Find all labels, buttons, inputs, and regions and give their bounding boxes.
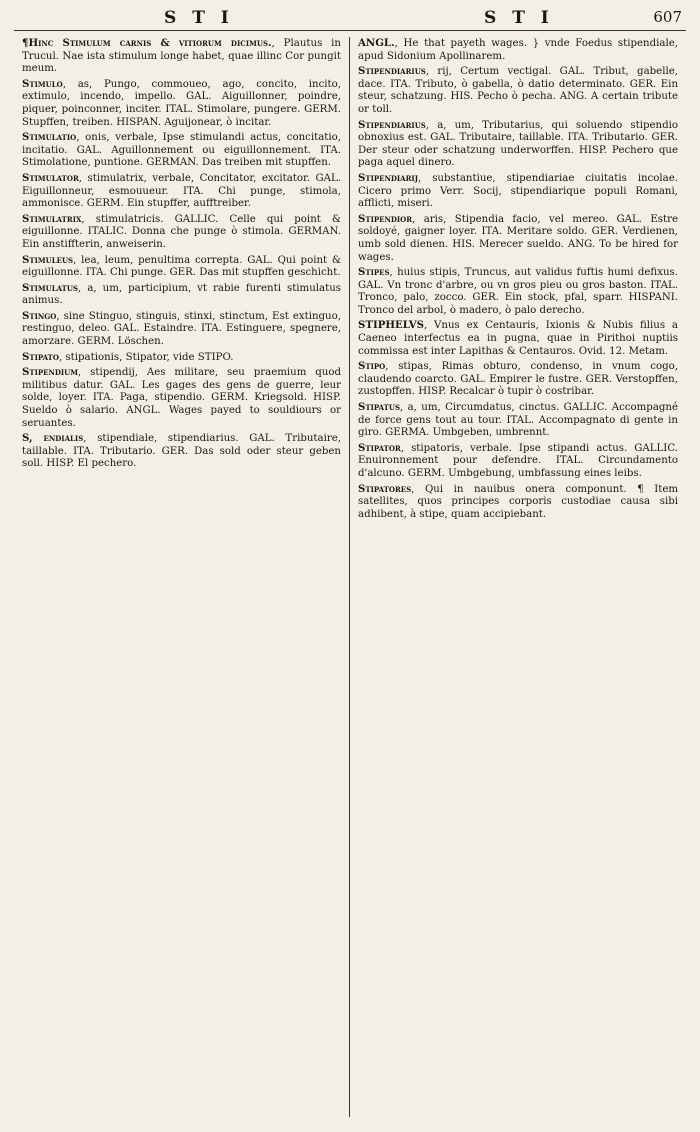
entry-headword: Stipendiarius xyxy=(358,118,426,131)
entry-text: He that payeth wages. } vnde Foedus stipendiale, apud Sidonium Apollinarem. xyxy=(358,38,678,62)
entry-headword: Stipendium xyxy=(22,366,79,379)
entry-text: stipas, Rimas obturo, condenso, in vnum cogo, claudendo coarcto. GAL. Empirer le fustre. GER. Verstopffen, zustopffen. HISP. Recalcar ò tupir ò costribar. xyxy=(358,361,678,398)
entry-headword: Stipatus xyxy=(358,401,401,414)
dictionary-entry: Stimuleus, lea, leum, penultima correpta. GAL. Qui point & eiguillonne. ITA. Chi punge. GER. Das mit stupffen geschicht. xyxy=(22,253,341,279)
entry-text: stipatoris, verbale. Ipse stipandi actus. GALLIC. Enuironnement pour defendre. ITAL. Circundamento d'alcuno. GERM. Umbgebung, umbfassung eines leibs. xyxy=(358,442,679,479)
dictionary-entry: Stipendiarius, a, um, Tributarius, qui soluendo stipendio obnoxius est. GAL. Tributaire, taillable. ITA. Tributario. GER. Der steur oder schatzung underworffen. HISP. Pechero que paga aquel dinero. xyxy=(358,118,678,169)
entry-text: stimulatrix, verbale, Concitator, excitator. GAL. Eiguillonneur, esmouueur. ITA. Chi punge, stimola, ammonisce. GERM. Ein stupffer, aufftreiber. xyxy=(22,172,341,210)
entry-headword: S, endialis xyxy=(22,432,84,445)
entry-text: rij, Certum vectigal. GAL. Tribut, gabelle, dace. ITA. Tributo, ò gabella, ò datio determinato. GER. Ein steur, schatzung. HIS. Pecho ò pecha. ANG. A certain tribute or toll. xyxy=(358,66,678,115)
entry-headword: ANGL. xyxy=(358,37,395,49)
dictionary-entry: S, endialis, stipendiale, stipendiarius. GAL. Tributaire, taillable. ITA. Tributario. GER. Das sold oder steur geben soll. HISP. El pechero. xyxy=(22,432,341,470)
running-head-right: S T I xyxy=(484,8,554,28)
dictionary-entry: Stipo, stipas, Rimas obturo, condenso, in vnum cogo, claudendo coarcto. GAL. Empirer le fustre. GER. Verstopffen, zustopffen. HISP. Recalcar ò tupir ò costribar. xyxy=(358,360,678,398)
entry-headword: STIPHELVS xyxy=(358,319,424,332)
entry-text: huius stipis, Truncus, aut validus fuftis humi defixus. GAL. Vn tronc d'arbre, ou vn gros pieu ou gros baston. ITAL. Tronco, palo, zocco. GER. Ein stock, pfal, sparr. HISPANI. Tronco del arbol, ò madero, ò palo derecho. xyxy=(358,267,678,316)
dictionary-entry: Stimulatio, onis, verbale, Ipse stimulandi actus, concitatio, incitatio. GAL. Aguillonnement ou eiguillonnement. ITA. Stimolatione, puntione. GERMAN. Das treiben mit stupffen. xyxy=(22,131,341,169)
dictionary-entry: Stimulo, as, Pungo, commoueo, ago, concito, incito, extimulo, incendo, impello. GAL. Aiguillonner, poindre, piquer, poinconner, inciter. ITAL. Stimolare, pungere. GERM. Stupffen, treiben. HISPAN. Aguijonear, ò incitar. xyxy=(22,77,341,128)
entry-headword: Stimulatio xyxy=(22,131,77,144)
entry-text: stimulatricis. GALLIC. Celle qui point & eiguillonne. ITALIC. Donna che punge ò stimola. GERMAN. Ein anstiffterin, anweiserin. xyxy=(22,213,341,250)
dictionary-entry: Stipatores, Qui in nauibus onera componunt. ¶ Item satellites, quos principes corporis custodiae causa sibi adhibent, à stipe, quam accipiebant. xyxy=(358,482,679,520)
entry-text: stipendiale, stipendiarius. GAL. Tributaire, taillable. ITA. Tributario. GER. Das sold oder steur geben soll. HISP. El pechero. xyxy=(22,433,341,470)
entry-text: a, um, Tributarius, qui soluendo stipendio obnoxius est. GAL. Tributaire, taillable. ITA. Tributario. GER. Der steur oder schatzung underworffen. HISP. Pechero que paga aquel dinero. xyxy=(358,119,678,169)
dictionary-entry: Stipator, stipatoris, verbale. Ipse stipandi actus. GALLIC. Enuironnement pour defendre. ITAL. Circundamento d'alcuno. GERM. Umbgebung, umbfassung eines leibs. xyxy=(358,441,679,479)
entry-headword: Stipendiarius xyxy=(358,65,426,78)
dictionary-entry: Stipatus, a, um, Circumdatus, cinctus. GALLIC. Accompagné de force gens tout au tour. ITAL. Accompagnato di gente in giro. GERMA. Umbgeben, umbrennt. xyxy=(358,401,678,439)
dictionary-entry: STIPHELVS, Vnus ex Centauris, Ixionis & Nubis filius a Caeneo interfectus ea in pugna, quae in Pirithoi nuptiis commissa est inter Lapithas & Centauros. Ovid. 12. Metam. xyxy=(358,319,678,357)
entry-headword: Stipendior xyxy=(358,212,413,225)
entry-headword: Stimulo xyxy=(22,77,63,90)
entry-text: stipationis, Stipator, vide STIPO. xyxy=(65,351,234,363)
entry-text: as, Pungo, commoueo, ago, concito, incito, extimulo, incendo, impello. GAL. Aiguillonner, poindre, piquer, poinconner, inciter. ITAL. Stimolare, pungere. GERM. Stupffen, treiben. HISPAN. Aguijonear, ò incitar. xyxy=(22,78,341,128)
right-column xyxy=(350,37,686,1117)
dictionary-entry: Stipendiarij, substantiue, stipendiariae ciuitatis incolae. Cicero primo Verr. Socij, stipendiarique populi Romani, afflicti, miseri. xyxy=(358,171,678,210)
entry-text: stipendij, Aes militare, seu praemium quod militibus datur. GAL. Les gages des gens de guerre, leur solde, loyer. ITA. Paga, stipendio. GERM. Kriegsold. HISP. Sueldo ò salario. ANGL. Wages payed to souldiours or seruantes. xyxy=(22,367,341,429)
entry-headword: Stimulatrix xyxy=(22,212,82,225)
entry-text: substantiue, stipendiariae ciuitatis incolae. Cicero primo Verr. Socij, stipendiarique populi Romani, afflicti, miseri. xyxy=(358,172,678,210)
dictionary-entry: Stipendiarius, rij, Certum vectigal. GAL. Tribut, gabelle, dace. ITA. Tributo, ò gabella, ò datio determinato. GER. Ein steur, schatzung. HIS. Pecho ò pecha. ANG. A certain tribute or toll. xyxy=(358,65,678,115)
entry-headword: Stimuleus xyxy=(22,253,74,266)
entry-headword: Stimulator xyxy=(22,171,79,184)
entry-headword: Stipato xyxy=(22,350,59,363)
dictionary-entry: ANGL., He that payeth wages. } vnde Foedus stipendiale, apud Sidonium Apollinarem. xyxy=(358,37,678,62)
dictionary-entry: Stimulatus, a, um, participium, vt rabie furenti stimulatus animus. xyxy=(22,281,341,307)
entry-text: Vnus ex Centauris, Ixionis & Nubis filius a Caeneo interfectus ea in pugna, quae in Pirithoi nuptiis commissa est inter Lapithas & Centauros. Ovid. 12. Metam. xyxy=(358,320,678,357)
dictionary-entry: Stimulator, stimulatrix, verbale, Concitator, excitator. GAL. Eiguillonneur, esmouueur. ITA. Chi punge, stimola, ammonisce. GERM. Ein stupffer, aufftreiber. xyxy=(22,171,341,210)
entry-headword: Stingo xyxy=(22,309,57,322)
text-columns xyxy=(14,37,686,1117)
entry-headword: Stipes xyxy=(358,266,390,279)
left-column xyxy=(14,37,350,1117)
running-head xyxy=(14,8,686,31)
entry-headword: Stipendiarij xyxy=(358,171,419,184)
entry-headword: Stipo xyxy=(358,360,386,373)
dictionary-entry: Stingo, sine Stinguo, stinguis, stinxi, stinctum, Est extinguo, restinguo, deleo. GAL. Estaindre. ITA. Estinguere, spegnere, amorzare. GERM. Löschen. xyxy=(22,309,341,348)
entry-text: a, um, participium, vt rabie furenti stimulatus animus. xyxy=(22,282,341,307)
dictionary-entry: ¶Hinc Stimulum carnis & vitiorum dicimus., Plautus in Trucul. Nae ista stimulum longe habet, quae illinc Cor pungit meum. xyxy=(22,37,341,75)
dictionary-entry: Stipato, stipationis, Stipator, vide STIPO. xyxy=(22,350,234,363)
entry-headword: Stipatores xyxy=(358,482,412,495)
entry-headword: Stipator xyxy=(358,441,401,454)
dictionary-entry: Stipendior, aris, Stipendia facio, vel mereo. GAL. Estre soldoyé, gaigner loyer. ITA. Meritare soldo. GER. Verdienen, umb sold dienen. HIS. Merecer sueldo. ANG. To be hired for wages. xyxy=(358,212,678,263)
running-head-left: S T I xyxy=(164,8,234,28)
entry-headword: Stimulatus xyxy=(22,281,79,294)
entry-text: a, um, Circumdatus, cinctus. GALLIC. Accompagné de force gens tout au tour. ITAL. Accompagnato di gente in giro. GERMA. Umbgeben, umbrennt. xyxy=(358,402,678,439)
entry-text: Plautus in Trucul. Nae ista stimulum longe habet, quae illinc Cor pungit meum. xyxy=(22,38,341,75)
entry-headword: ¶Hinc Stimulum carnis & vitiorum dicimus. xyxy=(22,37,272,49)
entry-text: Qui in nauibus onera componunt. ¶ Item satellites, quos principes corporis custodiae causa sibi adhibent, à stipe, quam accipiebant. xyxy=(358,483,679,520)
entry-text: lea, leum, penultima correpta. GAL. Qui point & eiguillonne. ITA. Chi punge. GER. Das mit stupffen geschicht. xyxy=(22,254,341,279)
dictionary-entry: Stipendium, stipendij, Aes militare, seu praemium quod militibus datur. GAL. Les gages des gens de guerre, leur solde, loyer. ITA. Paga, stipendio. GERM. Kriegsold. HISP. Sueldo ò salario. ANGL. Wages payed to souldiours or seruantes. xyxy=(22,366,341,429)
entry-text: aris, Stipendia facio, vel mereo. GAL. Estre soldoyé, gaigner loyer. ITA. Meritare soldo. GER. Verdienen, umb sold dienen. HIS. Merecer sueldo. ANG. To be hired for wages. xyxy=(358,213,678,263)
dictionary-entry: Stipes, huius stipis, Truncus, aut validus fuftis humi defixus. GAL. Vn tronc d'arbre, ou vn gros pieu ou gros baston. ITAL. Tronco, palo, zocco. GER. Ein stock, pfal, sparr. HISPANI. Tronco del arbol, ò madero, ò palo derecho. xyxy=(358,266,678,316)
page-number: 607 xyxy=(653,8,682,26)
entry-text: onis, verbale, Ipse stimulandi actus, concitatio, incitatio. GAL. Aguillonnement ou eiguillonnement. ITA. Stimolatione, puntione. GERMAN. Das treiben mit stupffen. xyxy=(22,132,341,169)
entry-text: sine Stinguo, stinguis, stinxi, stinctum, Est extinguo, restinguo, deleo. GAL. Estaindre. ITA. Estinguere, spegnere, amorzare. GERM. Löschen. xyxy=(22,310,341,348)
dictionary-entry: Stimulatrix, stimulatricis. GALLIC. Celle qui point & eiguillonne. ITALIC. Donna che punge ò stimola. GERMAN. Ein anstiffterin, anweiserin. xyxy=(22,212,341,250)
